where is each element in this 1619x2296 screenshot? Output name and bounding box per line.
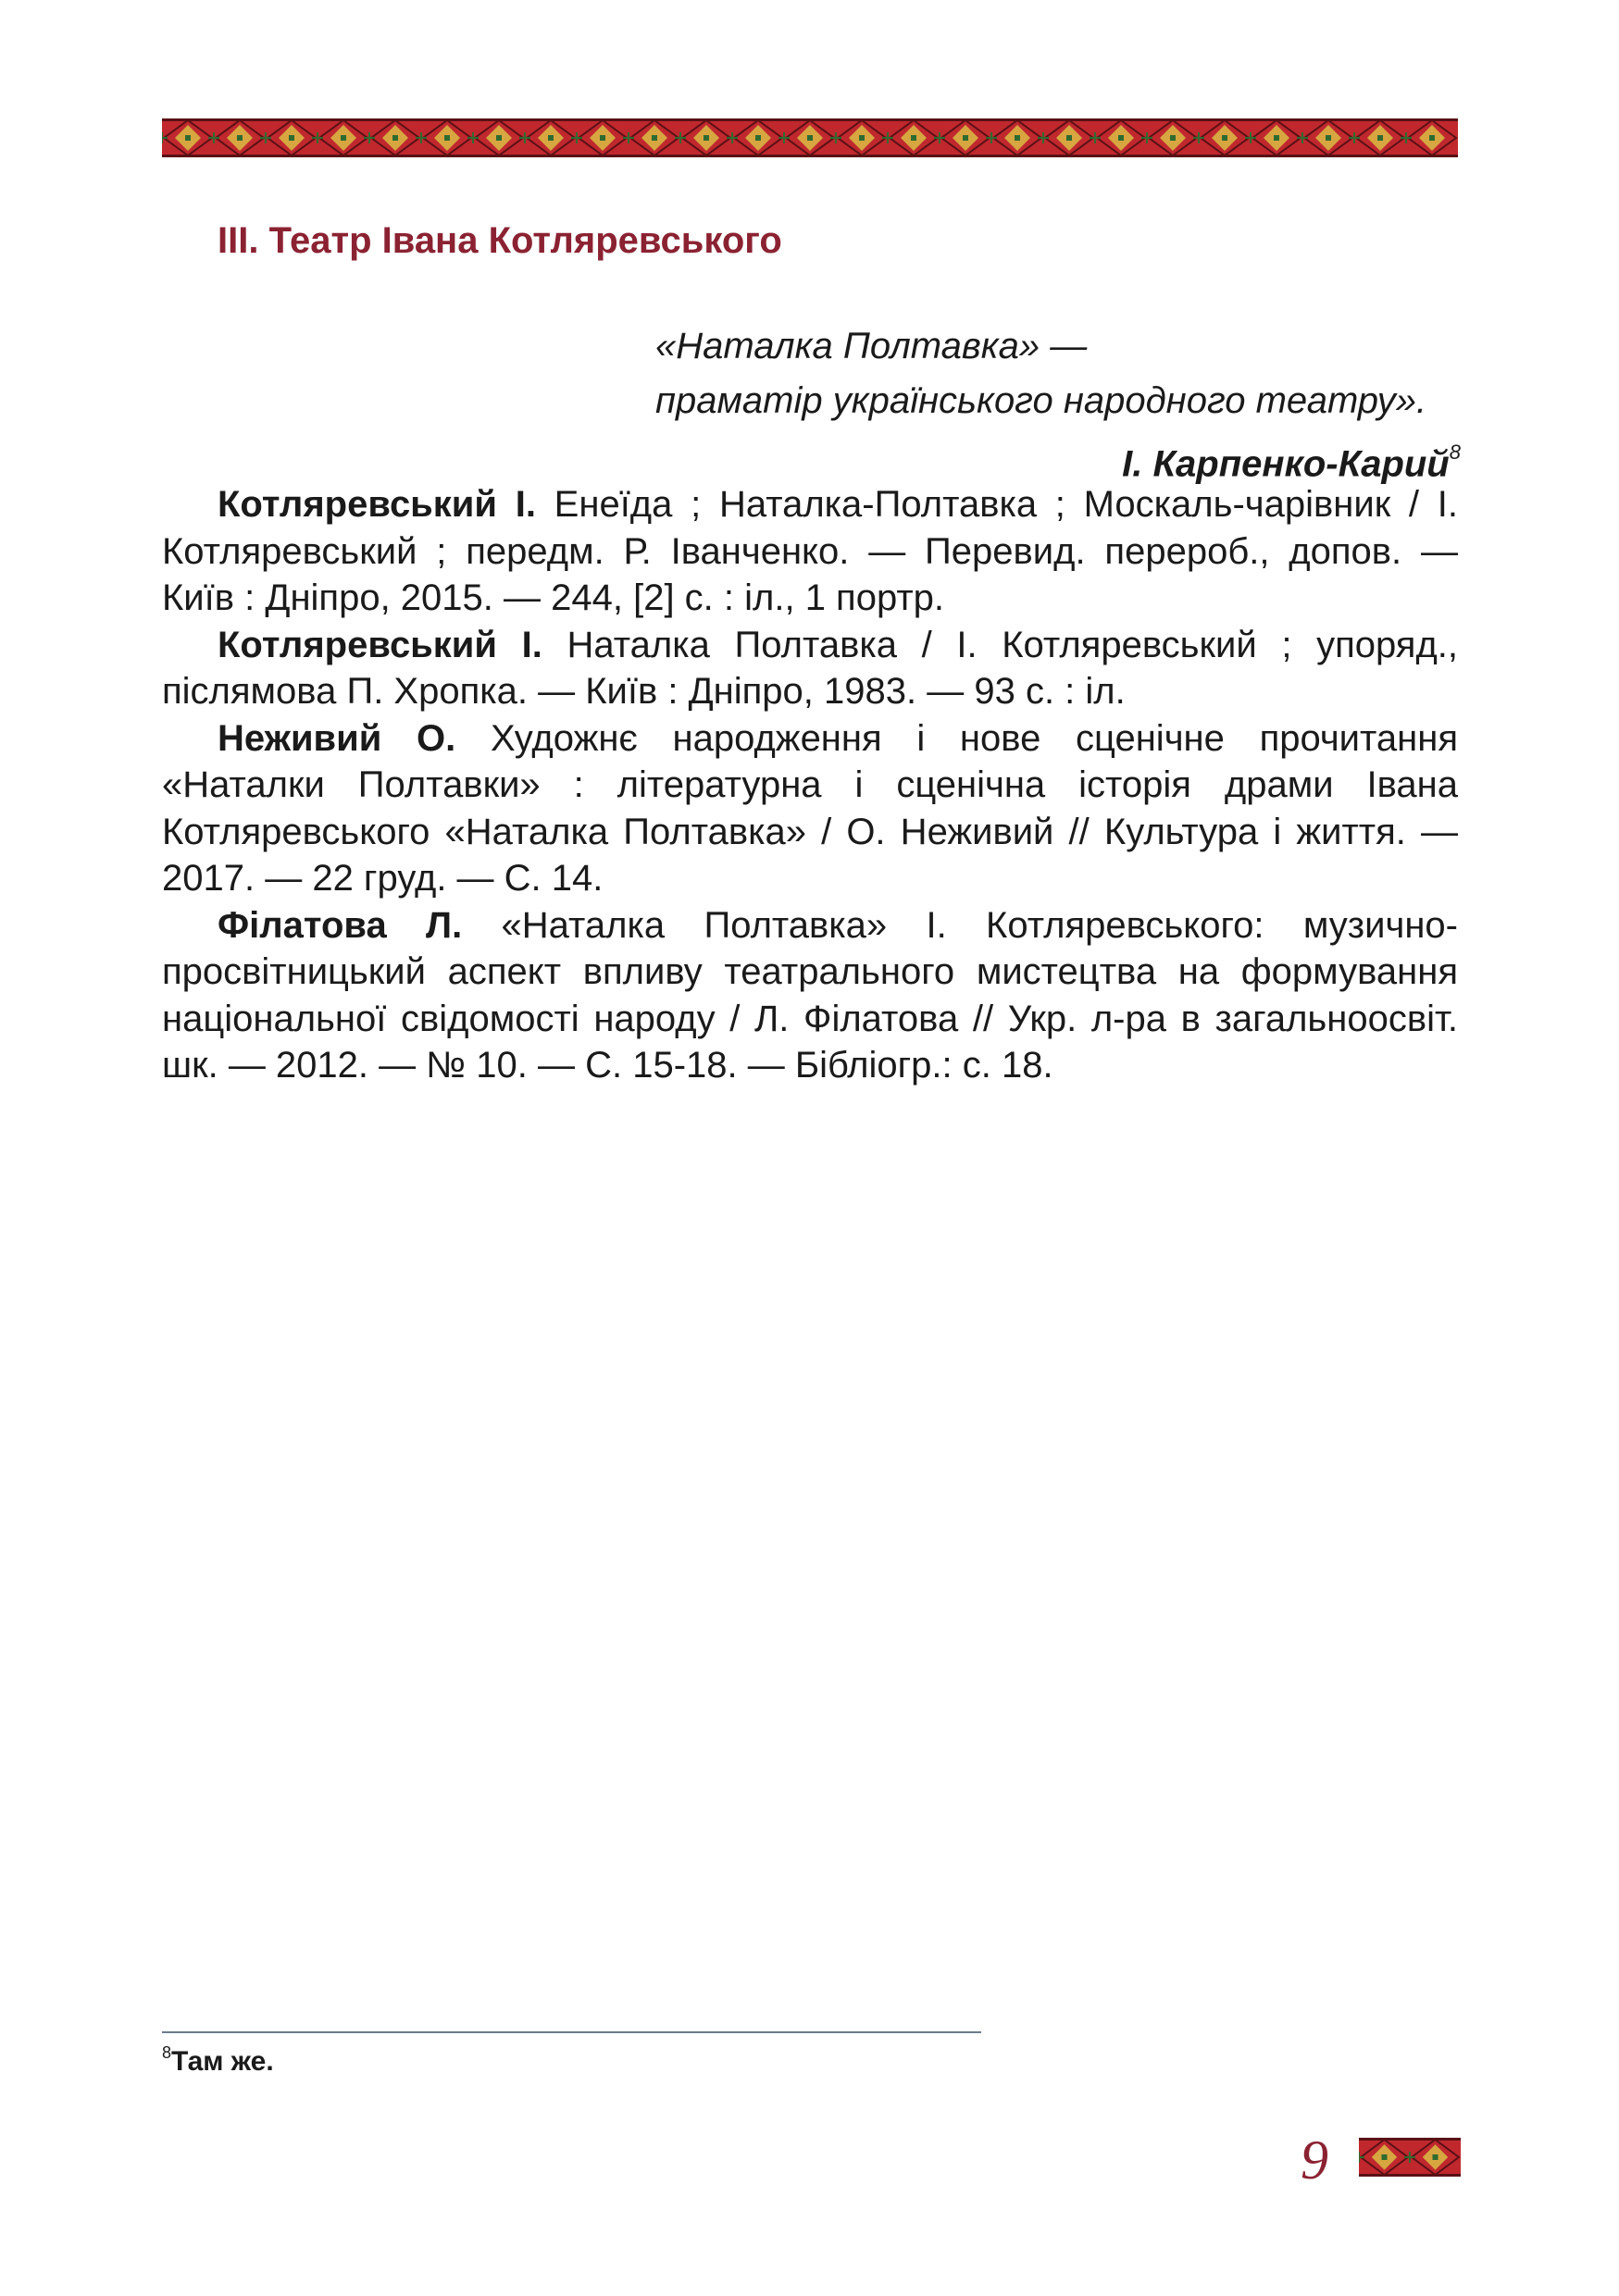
footnote-text: Там же.	[171, 2046, 274, 2077]
epigraph-author-name: І. Карпенко-Карий	[1122, 443, 1450, 485]
entry-text: «Наталка Полтавка» І. Котляревського: музично-просвітницький аспект впливу театрального мистецтва на формування національної свідомості народу / Л. Філатова // Укр. л-ра в загальноосвіт. шк. — 2012. — № 10. — С. 15-18. — Бібліогр.: с. 18.	[162, 904, 1458, 1086]
bibliography-entry	[162, 622, 1458, 715]
bibliography-entry	[162, 902, 1458, 1089]
corner-ornament	[1359, 2138, 1461, 2177]
entry-text: Наталка Полтавка / І. Котляревський ; упоряд., післямова П. Хропка. — Київ : Дніпро, 1983. — 93 с. : іл.	[162, 624, 1459, 712]
footnote-reference: 8	[1449, 441, 1461, 464]
embroidery-ornament-icon	[1359, 2138, 1461, 2177]
footnote-number: 8	[162, 2043, 172, 2062]
section-title: III. Театр Івана Котляревського	[218, 220, 782, 261]
footnote-divider	[162, 2031, 981, 2033]
entry-author: Неживий О.	[218, 717, 456, 759]
bibliography-list	[162, 481, 1458, 1089]
entry-text: Енеїда ; Наталка-Полтавка ; Москаль-чарівник / І. Котляревський ; передм. Р. Іванченко. — Перевид. перероб., допов. — Київ : Дніпро, 2015. — 244, [2] с. : іл., 1 портр.	[162, 484, 1458, 618]
epigraph-line-1: «Наталка Полтавка» —	[655, 326, 1088, 366]
epigraph-line-2: праматір українського народного театру».	[655, 380, 1427, 421]
bibliography-entry	[162, 481, 1458, 622]
footnote	[162, 2045, 274, 2078]
entry-author: Котляревський І.	[218, 484, 536, 525]
entry-text: Художнє народження і нове сценічне прочитання «Наталки Полтавки» : літературна і сценічна історія драми Івана Котляревського «Наталка Полтавка» / О. Неживий // Культура і життя. — 2017. — 22 груд. — С. 14.	[162, 717, 1458, 899]
entry-author: Котляревський І.	[218, 624, 542, 665]
entry-author: Філатова Л.	[218, 904, 463, 946]
epigraph	[655, 319, 1461, 491]
bibliography-entry	[162, 715, 1458, 902]
embroidery-ornament-icon	[162, 118, 1458, 157]
page-number: 9	[1301, 2129, 1328, 2191]
ornament-band	[162, 118, 1458, 157]
